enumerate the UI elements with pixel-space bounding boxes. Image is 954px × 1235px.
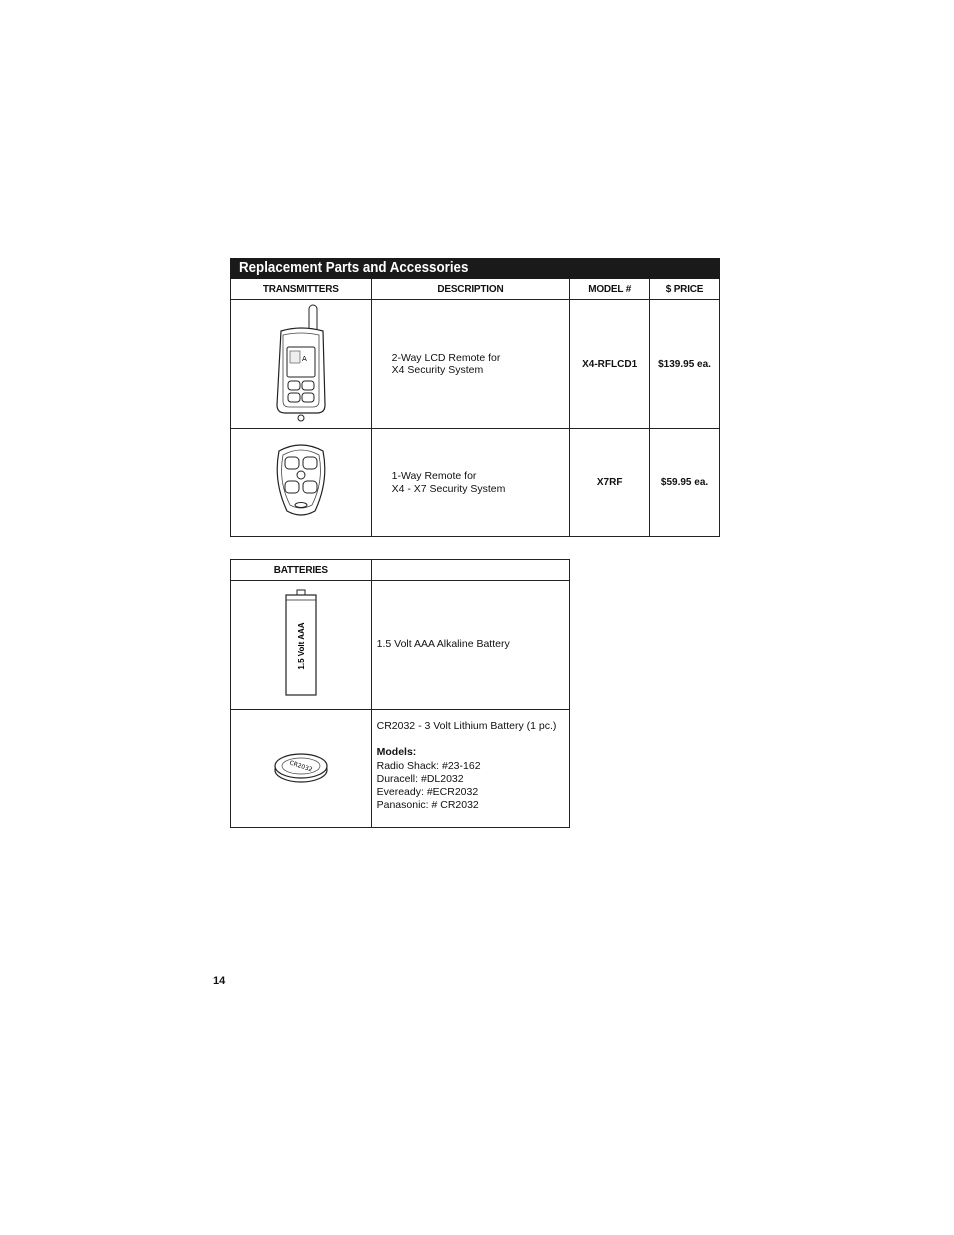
description-line: 2-Way LCD Remote for xyxy=(391,351,501,364)
price: $59.95 ea. xyxy=(650,429,720,537)
model-entry: Radio Shack: #23-162 xyxy=(376,759,481,772)
transmitter-description xyxy=(371,300,570,429)
coin-cell-label: CR2032 xyxy=(288,759,313,774)
battery-description xyxy=(371,710,569,828)
table-row xyxy=(231,300,720,429)
page-number: 14 xyxy=(213,975,226,987)
battery-image-cell xyxy=(231,581,372,710)
transmitter-description xyxy=(371,429,570,537)
column-header-transmitters: TRANSMITTERS xyxy=(231,279,372,300)
model-number: X4-RFLCD1 xyxy=(570,300,650,429)
column-header-model: MODEL # xyxy=(570,279,650,300)
table-header-row xyxy=(231,279,720,300)
transmitter-image-cell xyxy=(231,300,372,429)
section-title: Replacement Parts and Accessories xyxy=(230,258,720,279)
transmitter-image-cell xyxy=(231,429,372,537)
column-header-price: $ PRICE xyxy=(650,279,720,300)
battery-description: 1.5 Volt AAA Alkaline Battery xyxy=(371,581,569,710)
coin-cell-battery-icon xyxy=(271,746,331,786)
battery-label: 1.5 Volt AAA xyxy=(296,621,306,670)
one-way-remote-icon xyxy=(271,441,331,519)
model-number: X7RF xyxy=(570,429,650,537)
description-line: 1-Way Remote for xyxy=(391,470,477,482)
description-line: CR2032 - 3 Volt Lithium Battery (1 pc.) xyxy=(376,720,557,732)
column-header-blank xyxy=(371,560,569,581)
models-label: Models: xyxy=(376,746,417,759)
description-line: X4 - X7 Security System xyxy=(391,482,506,495)
batteries-table xyxy=(230,559,570,828)
column-header-batteries: BATTERIES xyxy=(231,560,372,581)
two-way-lcd-remote-icon xyxy=(271,301,331,423)
table-row xyxy=(231,581,570,710)
battery-image-cell xyxy=(231,710,372,828)
aaa-battery-icon xyxy=(281,588,321,698)
table-header-row xyxy=(231,560,570,581)
model-entry: Eveready: #ECR2032 xyxy=(376,786,479,799)
model-entry: Panasonic: # CR2032 xyxy=(376,799,479,812)
model-entry: Duracell: #DL2032 xyxy=(376,772,464,785)
column-header-description: DESCRIPTION xyxy=(371,279,570,300)
transmitters-table xyxy=(230,279,720,537)
table-row xyxy=(231,429,720,537)
price: $139.95 ea. xyxy=(650,300,720,429)
description-line: X4 Security System xyxy=(391,364,484,376)
table-row xyxy=(231,710,570,828)
svg-text:A: A xyxy=(301,354,307,363)
